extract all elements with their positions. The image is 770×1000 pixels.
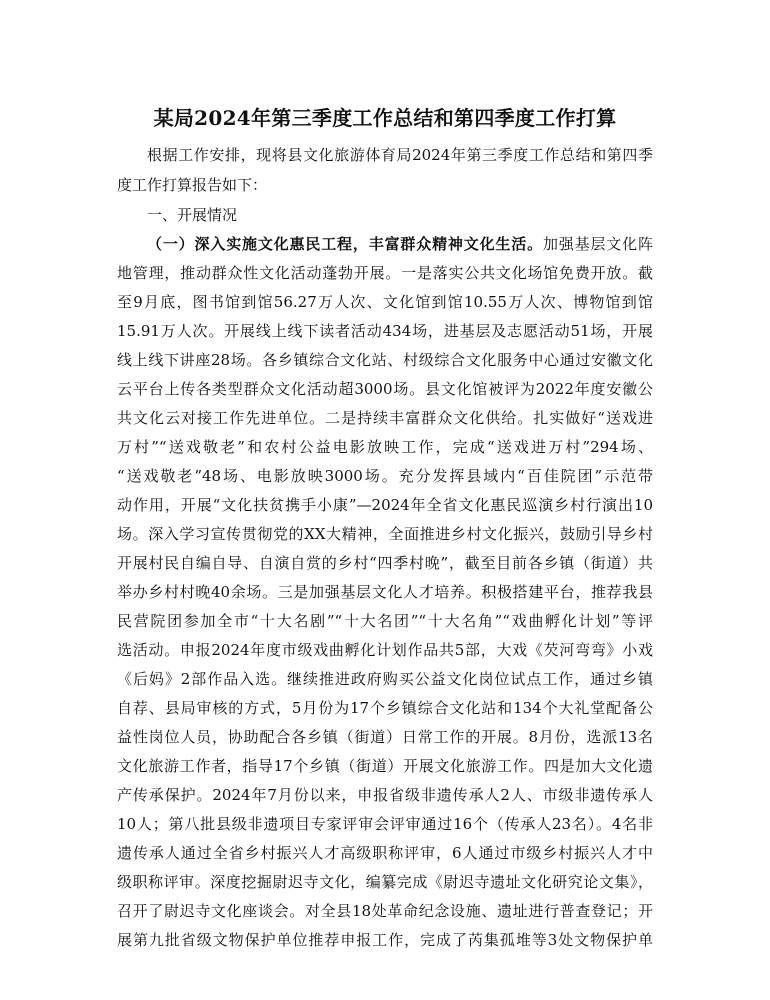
body-line: 场。深入学习宣传贯彻党的XX大精神，全面推进乡村文化振兴，鼓励引导乡村 [117,525,653,543]
body-line: 遗传承人通过全省乡村振兴人才高级职称评审，6人通过市级乡村振兴人才中 [117,844,653,862]
section-heading: 一、开展情况 [147,206,238,224]
body-text: 加强基层文化阵 [542,235,653,253]
body-line: 共文化云对接工作先进单位。二是持续丰富群众文化供给。扎实做好“送戏进 [117,409,653,427]
subsection-first-line [147,233,653,255]
intro-line: 根据工作安排，现将县文化旅游体育局2024年第三季度工作总结和第四季 [147,146,653,164]
intro-line: 度工作打算报告如下： [117,176,268,194]
body-line: “送戏敬老”48场、电影放映3000场。充分发挥县域内“百佳院团”示范带 [117,467,653,485]
body-line: 召开了尉迟寺文化座谈会。对全县18处革命纪念设施、遗址进行普查登记；开 [117,902,653,920]
body-line: 开展村民自编自导、自演自赏的乡村“四季村晚”，截至目前各乡镇（街道）共 [117,554,653,572]
body-line: 举办乡村村晚40余场。三是加强基层文化人才培养。积极搭建平台，推荐我县 [117,583,653,601]
body-line: 民营院团参加全市“十大名剧”“十大名团”“十大名角”“戏曲孵化计划”等评 [117,612,653,630]
body-line: 益性岗位人员，协助配合各乡镇（街道）日常工作的开展。8月份，选派13名 [117,728,653,746]
body-line: 线上线下讲座28场。各乡镇综合文化站、村级综合文化服务中心通过安徽文化 [117,351,653,369]
body-line: 《后妈》2部作品入选。继续推进政府购买公益文化岗位试点工作，通过乡镇 [117,670,653,688]
body-line: 展第九批省级文物保护单位推荐申报工作，完成了芮集孤堆等3处文物保护单 [117,931,653,949]
body-line: 云平台上传各类型群众文化活动超3000场。县文化馆被评为2022年度安徽公 [117,380,653,398]
body-line: 至9月底，图书馆到馆56.27万人次、文化馆到馆10.55万人次、博物馆到馆 [117,293,653,311]
body-line: 文化旅游工作者，指导17个乡镇（街道）开展文化旅游工作。四是加大文化遗 [117,757,653,775]
body-line: 选活动。申报2024年度市级戏曲孵化计划作品共5部，大戏《芡河弯弯》小戏 [117,641,653,659]
body-line: 万村”“送戏敬老”和农村公益电影放映工作，完成“送戏进万村”294场、 [117,438,653,456]
subsection-heading: （一）深入实施文化惠民工程，丰富群众精神文化生活。 [147,235,543,253]
body-line: 级职称评审。深度挖掘尉迟寺文化，编纂完成《尉迟寺遗址文化研究论文集》， [117,873,653,891]
body-line: 15.91万人次。开展线上线下读者活动434场，进基层及志愿活动51场，开展 [117,322,653,340]
document-title: 某局2024年第三季度工作总结和第四季度工作打算 [153,106,617,130]
body-line: 10人；第八批县级非遗项目专家评审会评审通过16个（传承人23名）。4名非 [117,815,653,833]
body-line: 产传承保护。2024年7月份以来，申报省级非遗传承人2人、市级非遗传承人 [117,786,653,804]
body-line: 动作用，开展“文化扶贫携手小康”—2024年全省文化惠民巡演乡村行演出10 [117,496,653,514]
body-line: 地管理，推动群众性文化活动蓬勃开展。一是落实公共文化场馆免费开放。截 [117,264,653,282]
body-line: 自荐、县局审核的方式，5月份为17个乡镇综合文化站和134个大礼堂配备公 [117,699,653,717]
